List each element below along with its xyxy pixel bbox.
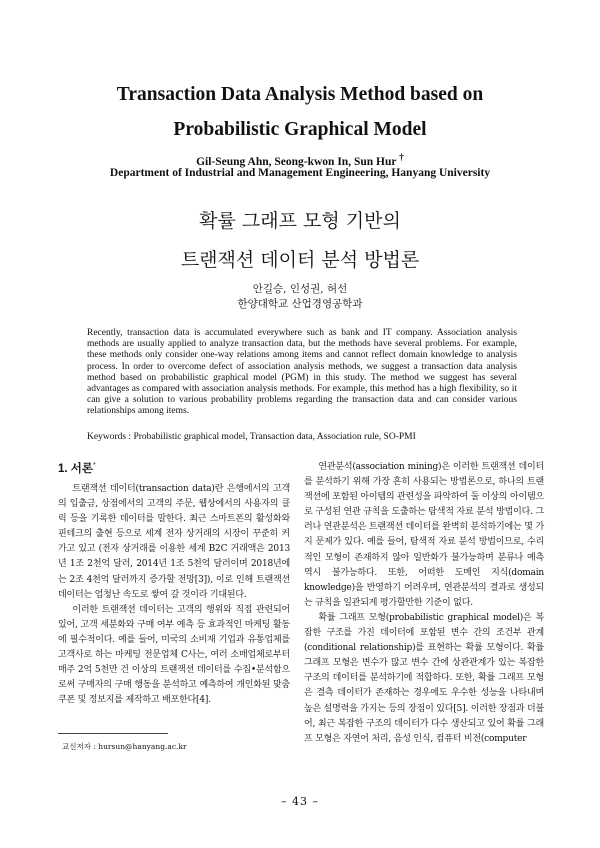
abstract: Recently, transaction data is accumulated everywhere such as bank and IT company. Association analysis methods are usually applied to analyze transaction data, but the methods have several problems. For example, these methods only consider one-way relations among items and cannot reflect domain knowledge to analysis process. In order to overcome defect of association analysis methods, we suggest a transaction data analysis method based on probabilistic graphical model (PGM) in this study. The method we suggest has several advantages as compared with association analysis methods. For example, this method has a high flexibility, so it can give a solution to various probability problems regarding the transaction data and can consider various relationships among items.: [87, 328, 517, 417]
paragraph: 트랜잭션 데이터(transaction data)란 은행에서의 고객의 입출금, 상점에서의 고객의 주문, 웹상에서의 사용자의 클릭 등을 기록한 데이터를 말한다. 최근 스마트폰의 활성화와 핀테크의 출현 등으로 세계 전자 상거래의 시장이 꾸준히 커가고 있고 (전자 상거래를 이용한 세계 B2C 거래액은 2013년 1조 2천억 달러, 2014년 1조 5천억 달러이며 2018년에는 2조 4천억 달러까지 증가할 전망[3]), 이로 인해 트랜잭션 데이터는 엄청난 속도로 쌓여 갈 것이라 기대된다.: [58, 484, 290, 600]
footnote-corresponding-author: 교신저자 : hursun@hanyang.ac.kr: [62, 742, 187, 751]
paper-title-en-line1: Transaction Data Analysis Method based on: [116, 84, 484, 105]
section-heading-introduction: [58, 460, 96, 476]
right-column: [304, 460, 544, 747]
section-heading-mark: *: [93, 462, 96, 470]
authors-ko: 안길승, 인성권, 허선: [252, 283, 348, 295]
corresponding-author-mark: †: [399, 152, 404, 163]
paragraph: 연관분석(association mining)은 이러한 트랜잭션 데이터를 분석하기 위해 가장 흔히 사용되는 방법론으로, 하나의 트랜잭션에 포함된 아이템의 관련성을 파악하여 둘 이상의 아이템으로 구성된 연관 규칙을 도출하는 탐색적 자료 분석 방법이다. 그러나 연관분석은 트랜잭션 데이터를 완벽히 분석하기에는 몇 가지 문제가 있다. 예를 들어, 탐색적 자료 분석 방법이므로, 수리적인 모형이 존재하지 않아 일반화가 불가능하며 분류나 예측 역시 불가능하다. 또한, 어떠한 도메인 지식(domain knowledge)을 반영하기 어려우며, 연관분석의 결과로 생성되는 규칙을 일관되게 평가할만한 기준이 없다.: [304, 462, 544, 608]
footnote-divider: [58, 733, 168, 734]
authors-en: [0, 152, 600, 168]
paper-title-en-line2: Probabilistic Graphical Model: [173, 119, 427, 140]
affiliation-ko: 한양대학교 산업경영공학과: [237, 298, 363, 310]
keywords: Keywords : Probabilistic graphical model, Transaction data, Association rule, SO-PMI: [87, 432, 416, 442]
paragraph: 이러한 트랜잭션 데이터는 고객의 행위와 직접 관련되어 있어, 고객 세분화와 구매 여부 예측 등 효과적인 마케팅 활동에 필수적이다. 예를 들어, 미국의 소비재 기업과 유통업체를 고객사로 하는 마케팅 전문업체 C사는, 여러 소매업체로부터 매주 2억 5천만 건 이상의 트랜잭션 데이터를 수집•분석함으로써 구매자의 구매 행동을 분석하고 예측하여 개인화된 맞춤 쿠폰 및 정보지를 제작하고 배포한다[4].: [58, 604, 290, 706]
paper-title-ko-line2: 트랜잭션 데이터 분석 방법론: [180, 249, 420, 271]
left-column: [58, 482, 290, 708]
paragraph: 확률 그래프 모형(probabilistic graphical model)은 복잡한 구조를 가진 데이터에 포함된 변수 간의 조건부 관계(conditional relationship)를 표현하는 확률 모형이다. 확률 그래프 모형은 변수가 많고 변수 간에 상관관계가 있는 복잡한 구조의 데이터를 분석하기에 적합하다. 또한, 확률 그래프 모형은 결측 데이터가 존재하는 경우에도 우수한 성능을 나타내며 높은 설명력을 가지는 등의 장점이 있다[5]. 이러한 장점과 더불어, 최근 복잡한 구조의 데이터가 다수 생산되고 있어 확률 그래프 모형은 자연어 처리, 음성 인식, 컴퓨터 비전(computer: [304, 612, 544, 744]
affiliation-en: Department of Industrial and Management Engineering, Hanyang University: [109, 167, 491, 179]
paper-title-ko-line1: 확률 그래프 모형 기반의: [199, 210, 401, 232]
page-number: – 43 –: [281, 795, 319, 808]
section-heading-text: 1. 서론: [58, 463, 94, 475]
authors-en-names: Gil-Seung Ahn, Seong-kwon In, Sun Hur: [196, 155, 397, 168]
